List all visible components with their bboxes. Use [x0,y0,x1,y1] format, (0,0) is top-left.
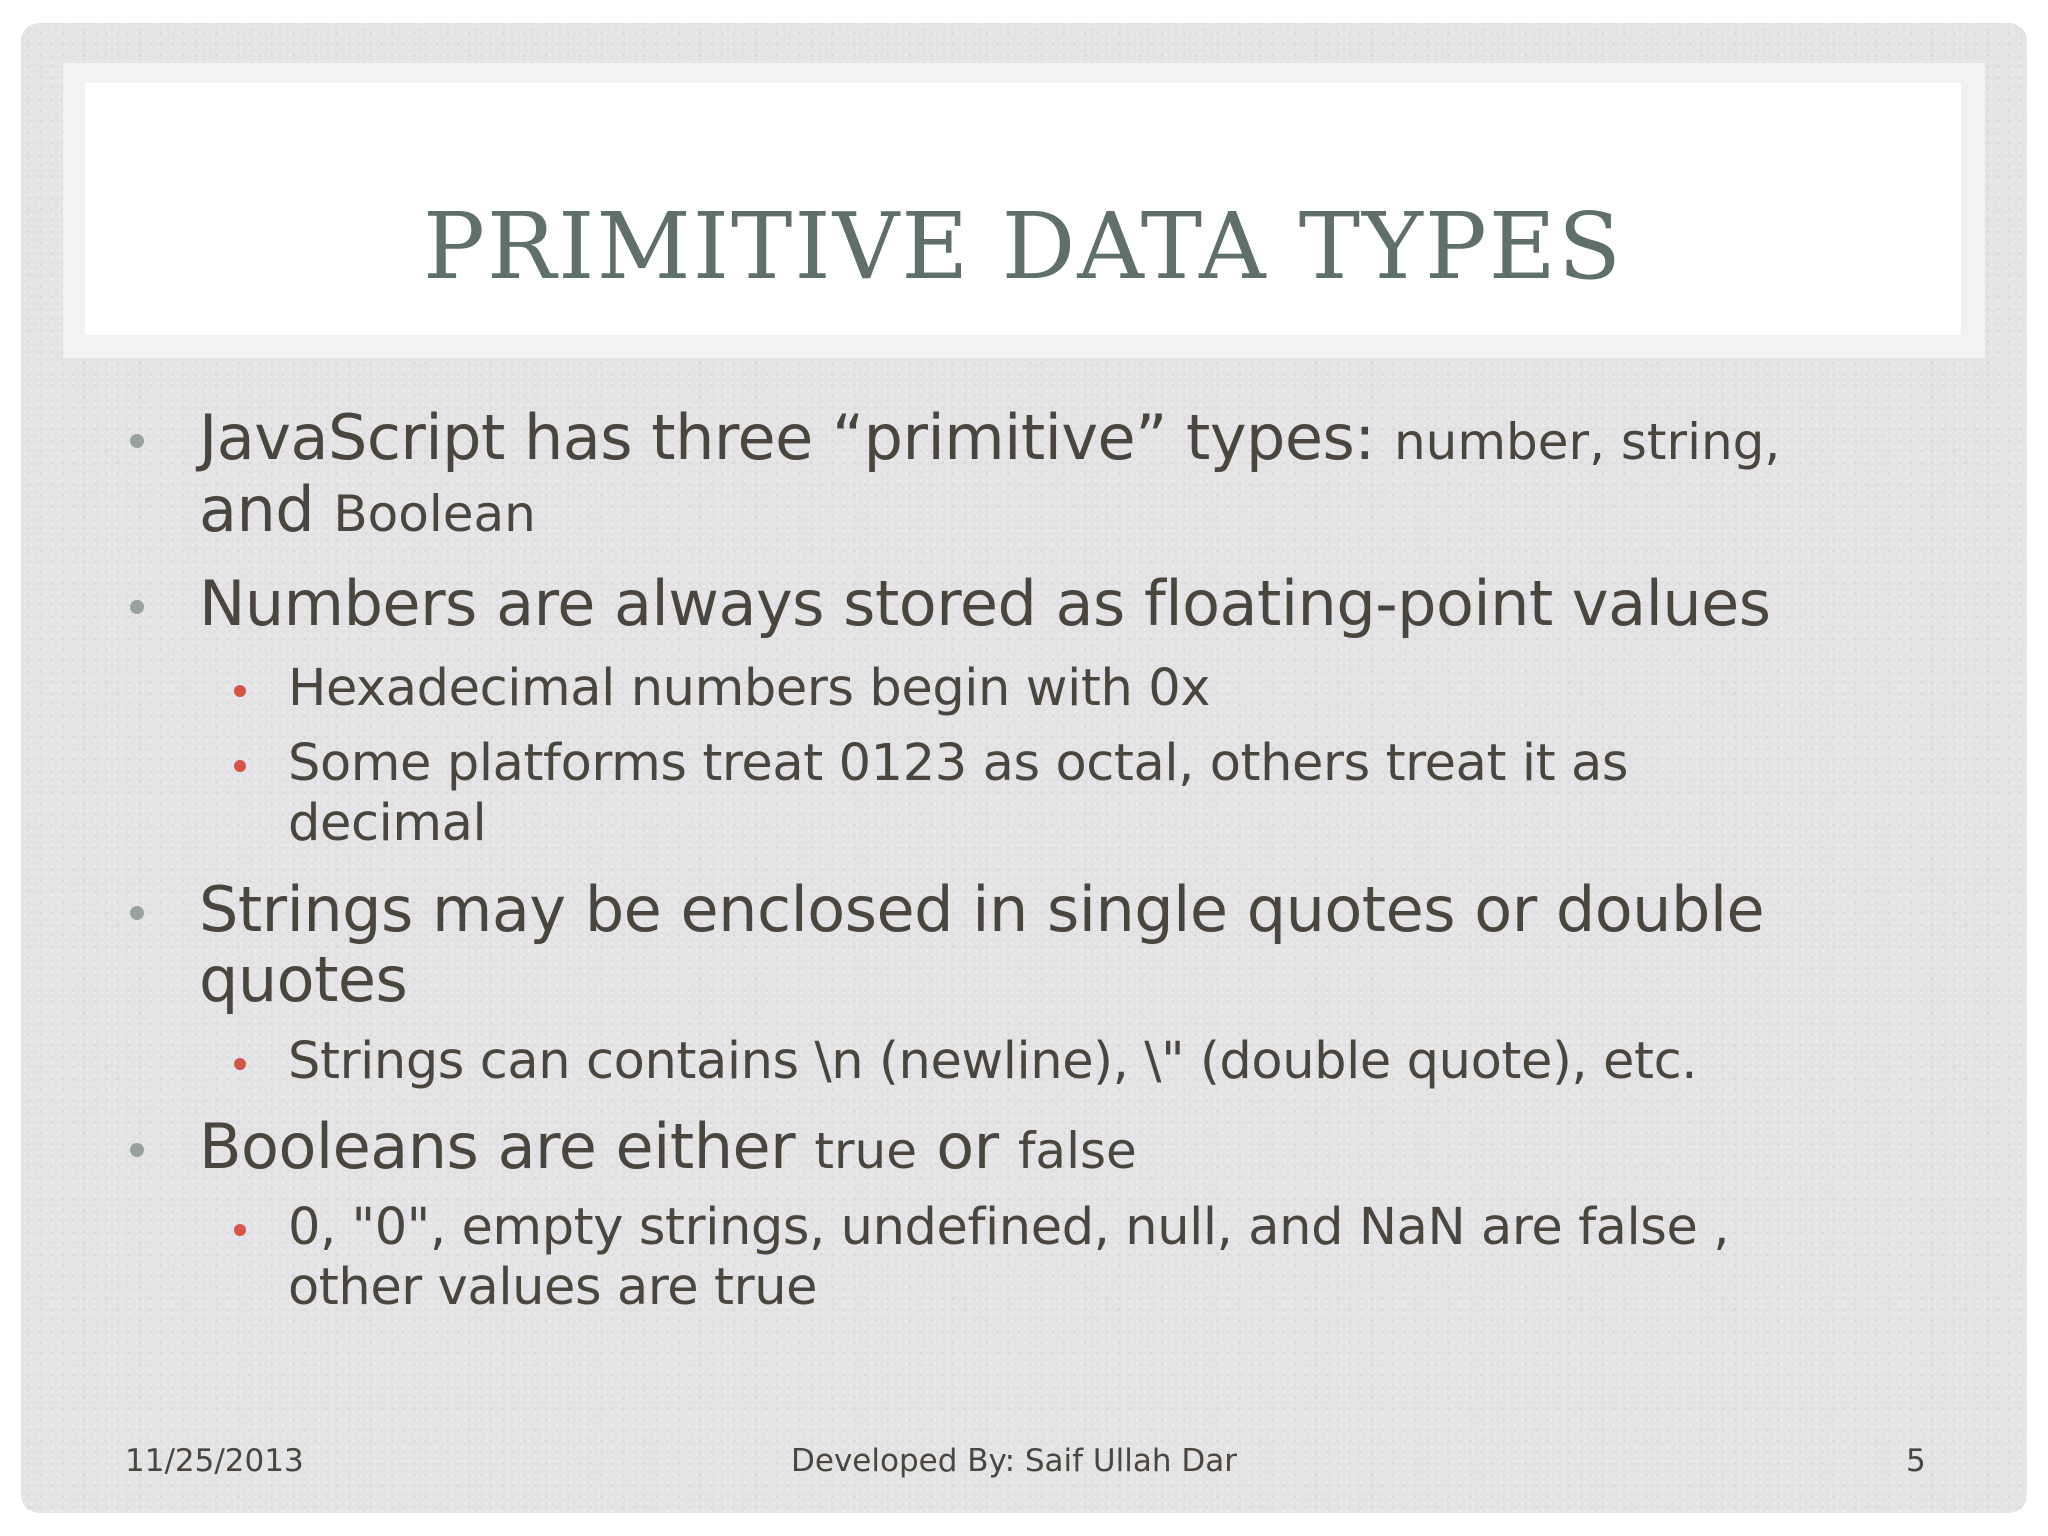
sub-bullet-dot [234,685,246,697]
bullet-dot [130,1143,144,1157]
footer-author: Developed By: Saif Ullah Dar [791,1443,1237,1479]
footer-date: 11/25/2013 [125,1443,304,1479]
sub-bullet-dot [234,760,246,772]
bullet-strings: Strings may be enclosed in single quotes or double [199,873,1765,946]
sub-bullet-falsy-cont: other values are true [288,1258,818,1317]
bullet-dot [130,600,144,614]
footer-page-number: 5 [1906,1443,1926,1479]
bullet-dot [130,906,144,920]
sub-bullet-hex: Hexadecimal numbers begin with 0x [288,659,1211,718]
bullet-primitive-types [199,403,1959,477]
bullet-text: and [199,473,334,546]
bullet-text: JavaScript has three “primitive” types: [199,401,1394,474]
slide-content [21,23,2027,1513]
bullet-strings-cont: quotes [199,943,408,1016]
inline-code-types: number, string, [1393,413,1781,471]
sub-bullet-falsy: 0, "0", empty strings, undefined, null, and NaN are false , [288,1198,1730,1257]
bullet-primitive-types-cont [199,475,1959,549]
slide [21,23,2027,1513]
slide-title: PRIMITIVE DATA TYPES [423,193,1623,300]
bullet-text: Booleans are either [199,1110,815,1183]
bullet-booleans [199,1112,1959,1186]
bullet-text: or [916,1110,1018,1183]
sub-bullet-octal: Some platforms treat 0123 as octal, others treat it as [288,734,1629,793]
sub-bullet-escapes: Strings can contains \n (newline), \" (double quote), etc. [288,1032,1698,1091]
sub-bullet-dot [234,1058,246,1070]
inline-code-true: true [814,1122,917,1180]
inline-code-false: false [1017,1122,1137,1180]
sub-bullet-octal-cont: decimal [288,794,487,853]
bullet-dot [130,434,144,448]
inline-code-boolean: Boolean [333,485,536,543]
bullet-numbers: Numbers are always stored as floating-point values [199,567,1771,640]
sub-bullet-dot [234,1224,246,1236]
